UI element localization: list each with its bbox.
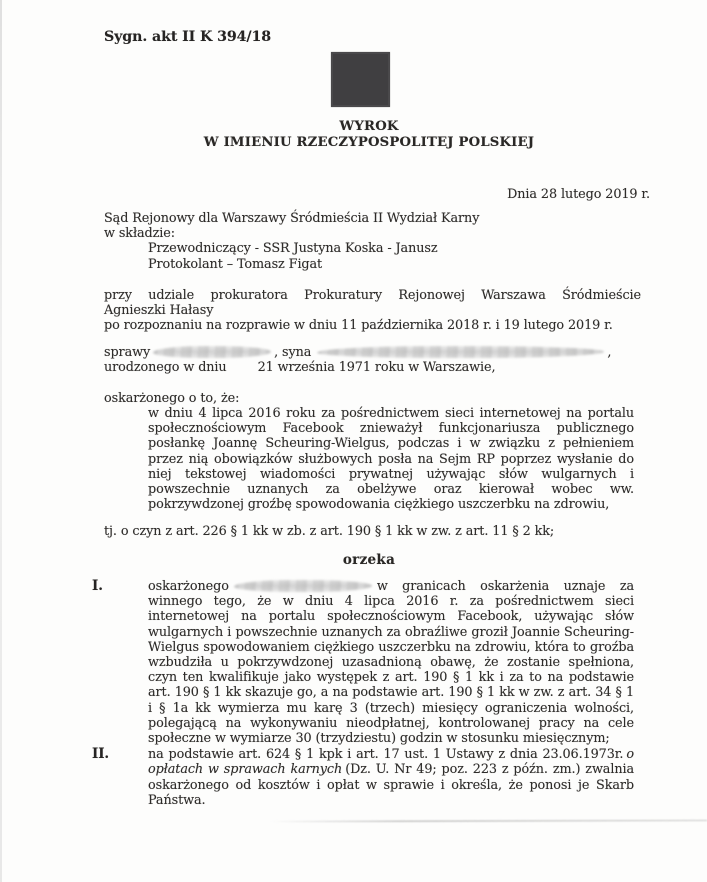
statute-title-italic: o opłatach w sprawach karnych [148,747,634,778]
prosecutor-name: Agnieszki Hałasy [104,303,214,319]
born-label: urodzonego w dniu [104,360,227,376]
prosecutor-line: przy udziale prokuratora Prokuratury Rejonowej Warszawa Śródmieście [104,288,641,303]
court-clerk: Protokolant – Tomasz Figat [148,256,323,272]
ruling-2-numeral: II. [92,746,110,763]
case-parties-block [104,345,664,375]
ruling-2-before: na podstawie art. 624 § 1 kpk i art. 17 ust. 1 Ustawy z dnia 23.06.1973r. [148,747,624,763]
ruling-2-after: (Dz. U. Nr 49; poz. 223 z późn. zm.) zwalnia oskarżonego od kosztów i opłat w sprawie i określa, że ponosi je Skarb Państwa. [148,762,634,808]
ruling-1-pre: oskarżonego [148,579,229,594]
ruling-item-1 [92,579,634,746]
rulings-list [92,579,634,809]
case-number: Sygn. akt II K 394/18 [104,29,272,45]
court-composition-block [104,211,644,272]
birth-date-line [104,360,664,375]
comma: , [607,345,612,360]
redacted-father-name [317,346,604,358]
judgment-date: Dnia 28 lutego 2019 r. [507,187,650,202]
judgment-title: WYROK [339,119,399,134]
accusation-intro: oskarżonego o to, że: [104,391,240,406]
verdict-heading: orzeka [342,552,396,568]
prosecutor-block [104,288,641,334]
redaction-stamp-square [331,52,390,107]
court-composition-label: w składzie: [104,226,175,242]
judgment-title-block [90,119,648,150]
comma: , [274,345,279,360]
ruling-2-text [148,747,634,808]
ruling-1-post: w granicach oskarżenia uznaje za winnego tego, że w dniu 4 lipca 2016 r. za pośrednictwem sieci internetowej na portalu społecznościowym Facebook, używając słów wulgarnych i powszechnie uznanych za obraźliwe groził Joannie Scheuring-Wielgus spowodowaniem ciężkiego uszczerbku na zdrowiu, która to groźba wzbudziła u pokrzywdzonej uzasadnioną obawę, że zostanie spełniona, czyn ten kwalifikuje jako występek z art. 190 § 1 kk i za to na podstawie art. 190 § 1 kk skazuje go, a na podstawie art. 190 § 1 kk w zw. z art. 34 § 1 i § 1a kk wymierza mu karę 3 (trzech) miesięcy ograniczenia wolności, polegającą na wykonywaniu nieodpłatnej, kontrolowanej pracy na cele społeczne w wymiarze 30 (trzydziestu) godzin w stosunku miesięcznym; [148,579,634,747]
ruling-1-numeral: I. [92,578,103,594]
legal-qualification: tj. o czyn z art. 226 § 1 kk w zb. z art. 190 § 1 kk w zw. z art. 11 § 2 kk; [104,524,555,539]
hearing-dates: po rozpoznaniu na rozprawie w dniu 11 października 2018 r. i 19 lutego 2019 r. [104,318,613,334]
redacted-defendant-name [153,346,271,358]
court-name: Sąd Rejonowy dla Warszawy Śródmieścia II Wydział Karny [104,211,480,226]
born-value: 21 września 1971 roku w Warszawie, [257,360,496,376]
redacted-name-inline [234,580,372,592]
judgment-subtitle: W IMIENIU RZECZYPOSPOLITEJ POLSKIEJ [203,134,535,150]
sprawy-label: sprawy [104,345,151,360]
scan-edge-line [0,0,2,882]
syna-label: syna [282,345,312,360]
ruling-item-2 [92,747,634,808]
case-parties-line [104,345,664,360]
accusation-text: w dniu 4 lipca 2016 roku za pośrednictwem sieci internetowej na portalu społecznościowym Facebook znieważył funkcjonariusza publicznego posłankę Joannę Scheuring-Wielgus, podczas i w związku z pełnieniem przez nią obowiązków służbowych posła na Sejm RP poprzez wysłanie do niej tekstowej wiadomości prywatnej używając słów wulgarnych i powszechnie uznanych za obelżywe oraz kierował wobec ww. pokrzywdzonej groźbę spowodowania ciężkiego uszczerbku na zdrowiu, [148,406,634,513]
scan-artifact-line [270,819,707,822]
ruling-1-text [148,579,634,746]
presiding-judge: Przewodniczący - SSR Justyna Koska - Janusz [148,241,438,257]
